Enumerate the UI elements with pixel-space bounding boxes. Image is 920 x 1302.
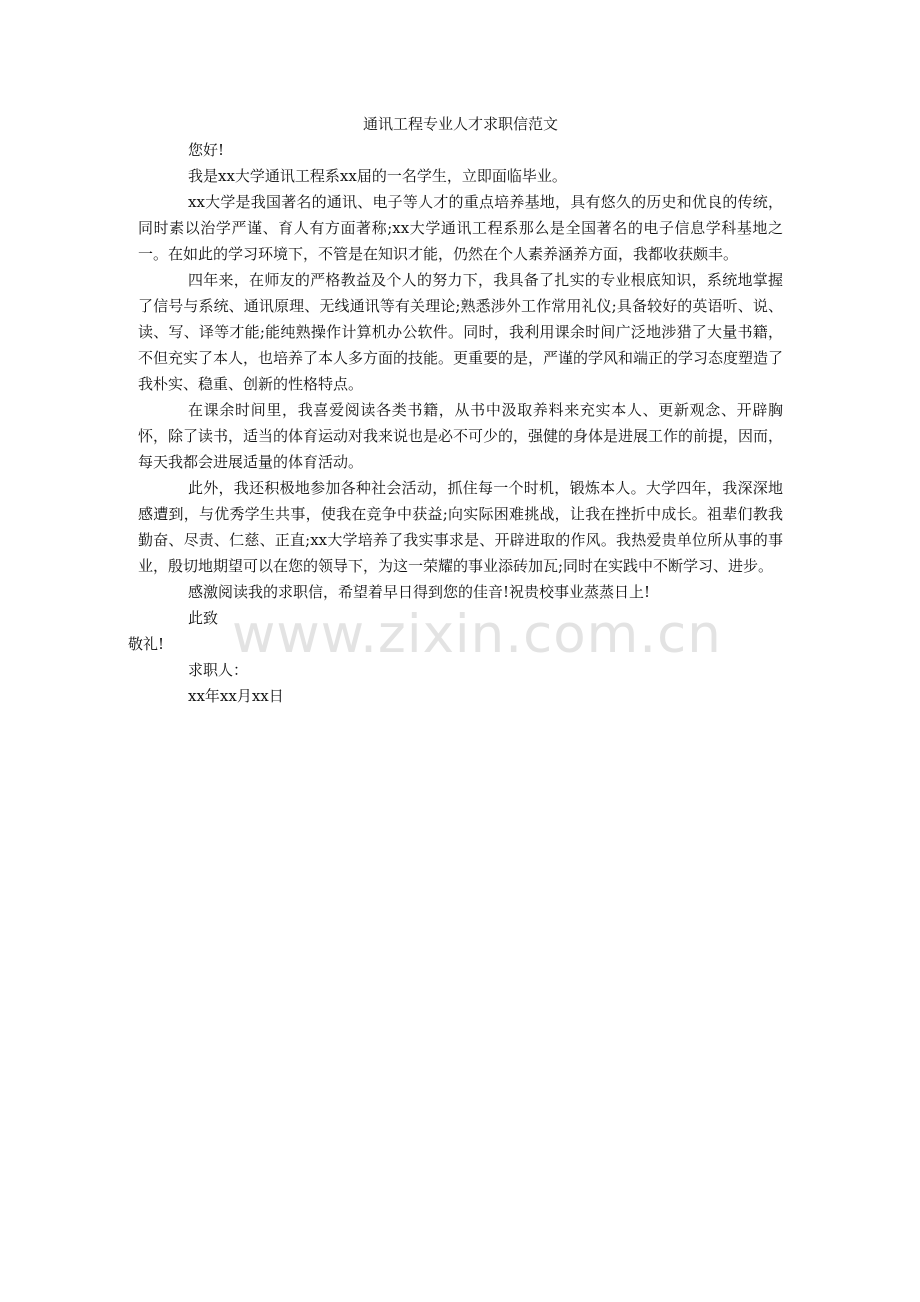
letter-body: [128, 111, 784, 709]
paragraph: 我是xx大学通讯工程系xx届的一名学生，立即面临毕业。: [188, 167, 567, 185]
date: xx年xx月xx日: [188, 687, 284, 705]
paragraph: 感激阅读我的求职信，希望着早日得到您的佳音!祝贵校事业蒸蒸日上!: [188, 583, 651, 601]
document-title: 通讯工程专业人才求职信范文: [362, 115, 558, 133]
paragraph: 在课余时间里，我喜爱阅读各类书籍，从书中汲取养料来充实本人、更新观念、开辟胸怀，除了读书，适当的体育运动对我来说也是必不可少的，强健的身体是进展工作的前提，因而，每天我都会进展适量的体育活动。: [138, 401, 784, 471]
greeting: 您好!: [188, 141, 225, 159]
signature: 求职人：: [188, 661, 249, 679]
paragraph: 四年来，在师友的严格教益及个人的努力下，我具备了扎实的专业根底知识，系统地掌握了信号与系统、通讯原理、无线通讯等有关理论;熟悉涉外工作常用礼仪;具备较好的英语听、说、读、写、译等才能;能纯熟操作计算机办公软件。同时，我利用课余时间广泛地涉猎了大量书籍，不但充实了本人，也培养了本人多方面的技能。更重要的是，严谨的学风和端正的学习态度塑造了我朴实、稳重、创新的性格特点。: [138, 271, 784, 393]
closing: 此致: [188, 609, 219, 627]
paragraph: xx大学是我国著名的通讯、电子等人才的重点培养基地，具有悠久的历史和优良的传统，同时素以治学严谨、育人有方面著称;xx大学通讯工程系那么是全国著名的电子信息学科基地之一。在如此的学习环境下，不管是在知识才能，仍然在个人素养涵养方面，我都收获颇丰。: [138, 193, 783, 263]
watermark: www.zixin.com.cn: [232, 604, 722, 665]
salute: 敬礼!: [128, 635, 165, 653]
paragraph: 此外，我还积极地参加各种社会活动，抓住每一个时机，锻炼本人。大学四年，我深深地感遭到，与优秀学生共事，使我在竞争中获益;向实际困难挑战，让我在挫折中成长。祖辈们教我勤奋、尽责、仁慈、正直;xx大学培养了我实事求是、开辟进取的作风。我热爱贵单位所从事的事业，殷切地期望可以在您的领导下，为这一荣耀的事业添砖加瓦;同时在实践中不断学习、进步。: [138, 479, 783, 575]
